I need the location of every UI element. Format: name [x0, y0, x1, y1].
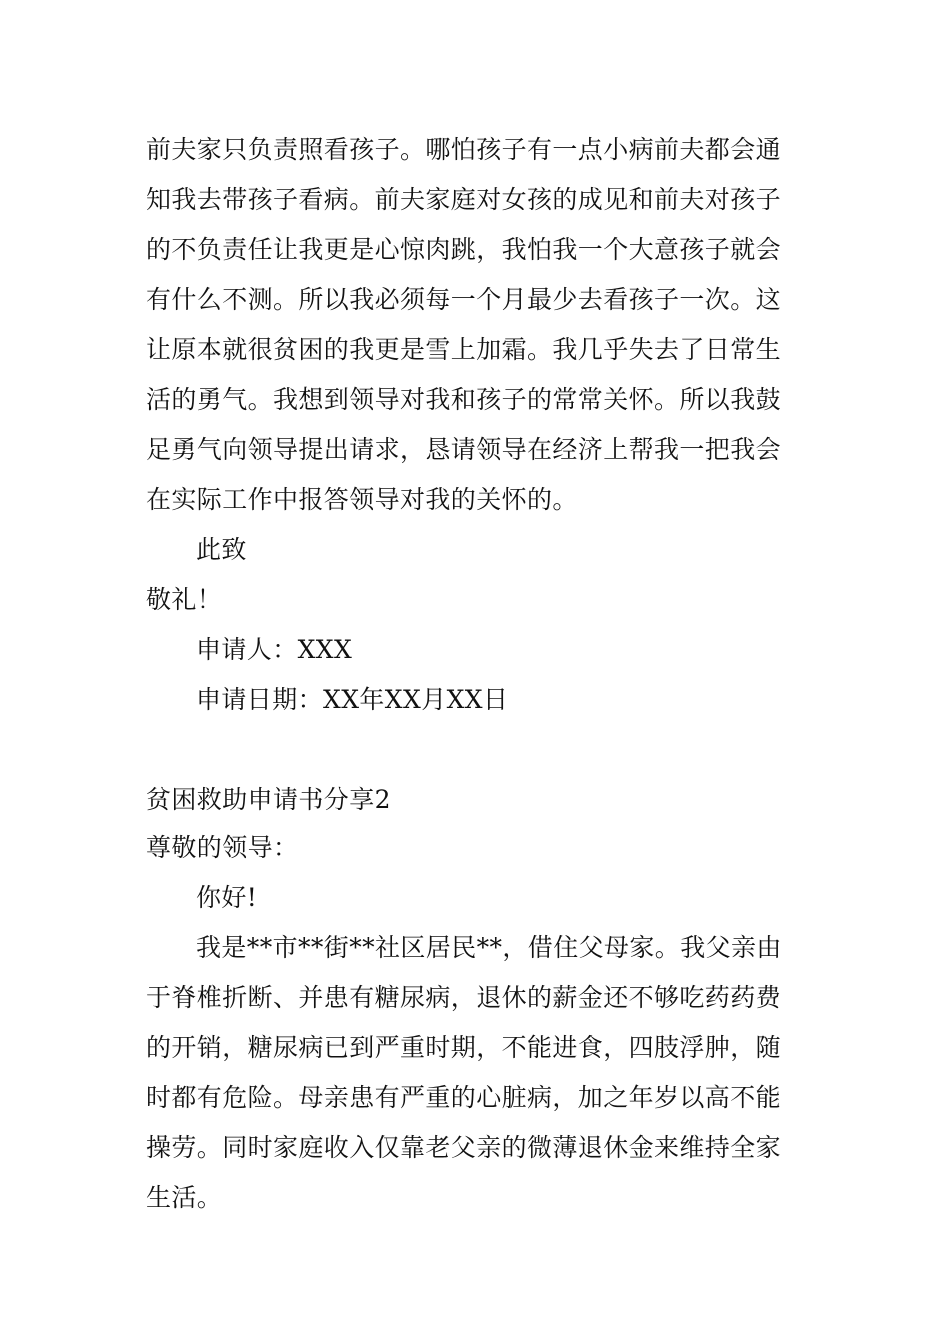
- paragraph-line: 我是**市**街**社区居民**，借住父母家。我父亲由: [196, 933, 782, 962]
- paragraph-line: 于脊椎折断、并患有糖尿病，退休的薪金还不够吃药药费: [146, 983, 782, 1012]
- greeting-text: 尊敬的领导：: [146, 833, 299, 862]
- paragraph-line: 前夫家只负责照看孩子。哪怕孩子有一点小病前夫都会通: [146, 135, 782, 164]
- paragraph-line: 知我去带孩子看病。前夫家庭对女孩的成见和前夫对孩子: [146, 185, 782, 214]
- paragraph-line: 足勇气向领导提出请求，恳请领导在经济上帮我一把我会: [146, 435, 782, 464]
- paragraph-line: 操劳。同时家庭收入仅靠老父亲的微薄退休金来维持全家: [146, 1133, 782, 1162]
- paragraph-line: 在实际工作中报答领导对我的关怀的。: [146, 485, 578, 514]
- salute-text: 敬礼！: [146, 585, 223, 614]
- date-line: 申请日期：XX年XX月XX日: [196, 685, 509, 714]
- paragraph-line: 生活。: [146, 1183, 223, 1212]
- paragraph-line: 有什么不测。所以我必须每一个月最少去看孩子一次。这: [146, 285, 782, 314]
- applicant-line: 申请人：XXX: [196, 635, 353, 664]
- closing-text: 此致: [196, 535, 247, 564]
- paragraph-line: 的不负责任让我更是心惊肉跳，我怕我一个大意孩子就会: [146, 235, 782, 264]
- paragraph-line: 的开销，糖尿病已到严重时期，不能进食，四肢浮肿，随: [146, 1033, 782, 1062]
- paragraph-line: 活的勇气。我想到领导对我和孩子的常常关怀。所以我鼓: [146, 385, 782, 414]
- paragraph-line: 时都有危险。母亲患有严重的心脏病，加之年岁以高不能: [146, 1083, 782, 1112]
- paragraph-line: 让原本就很贫困的我更是雪上加霜。我几乎失去了日常生: [146, 335, 782, 364]
- section-title: 贫困救助申请书分享2: [146, 785, 391, 814]
- hello-text: 你好!: [196, 883, 258, 912]
